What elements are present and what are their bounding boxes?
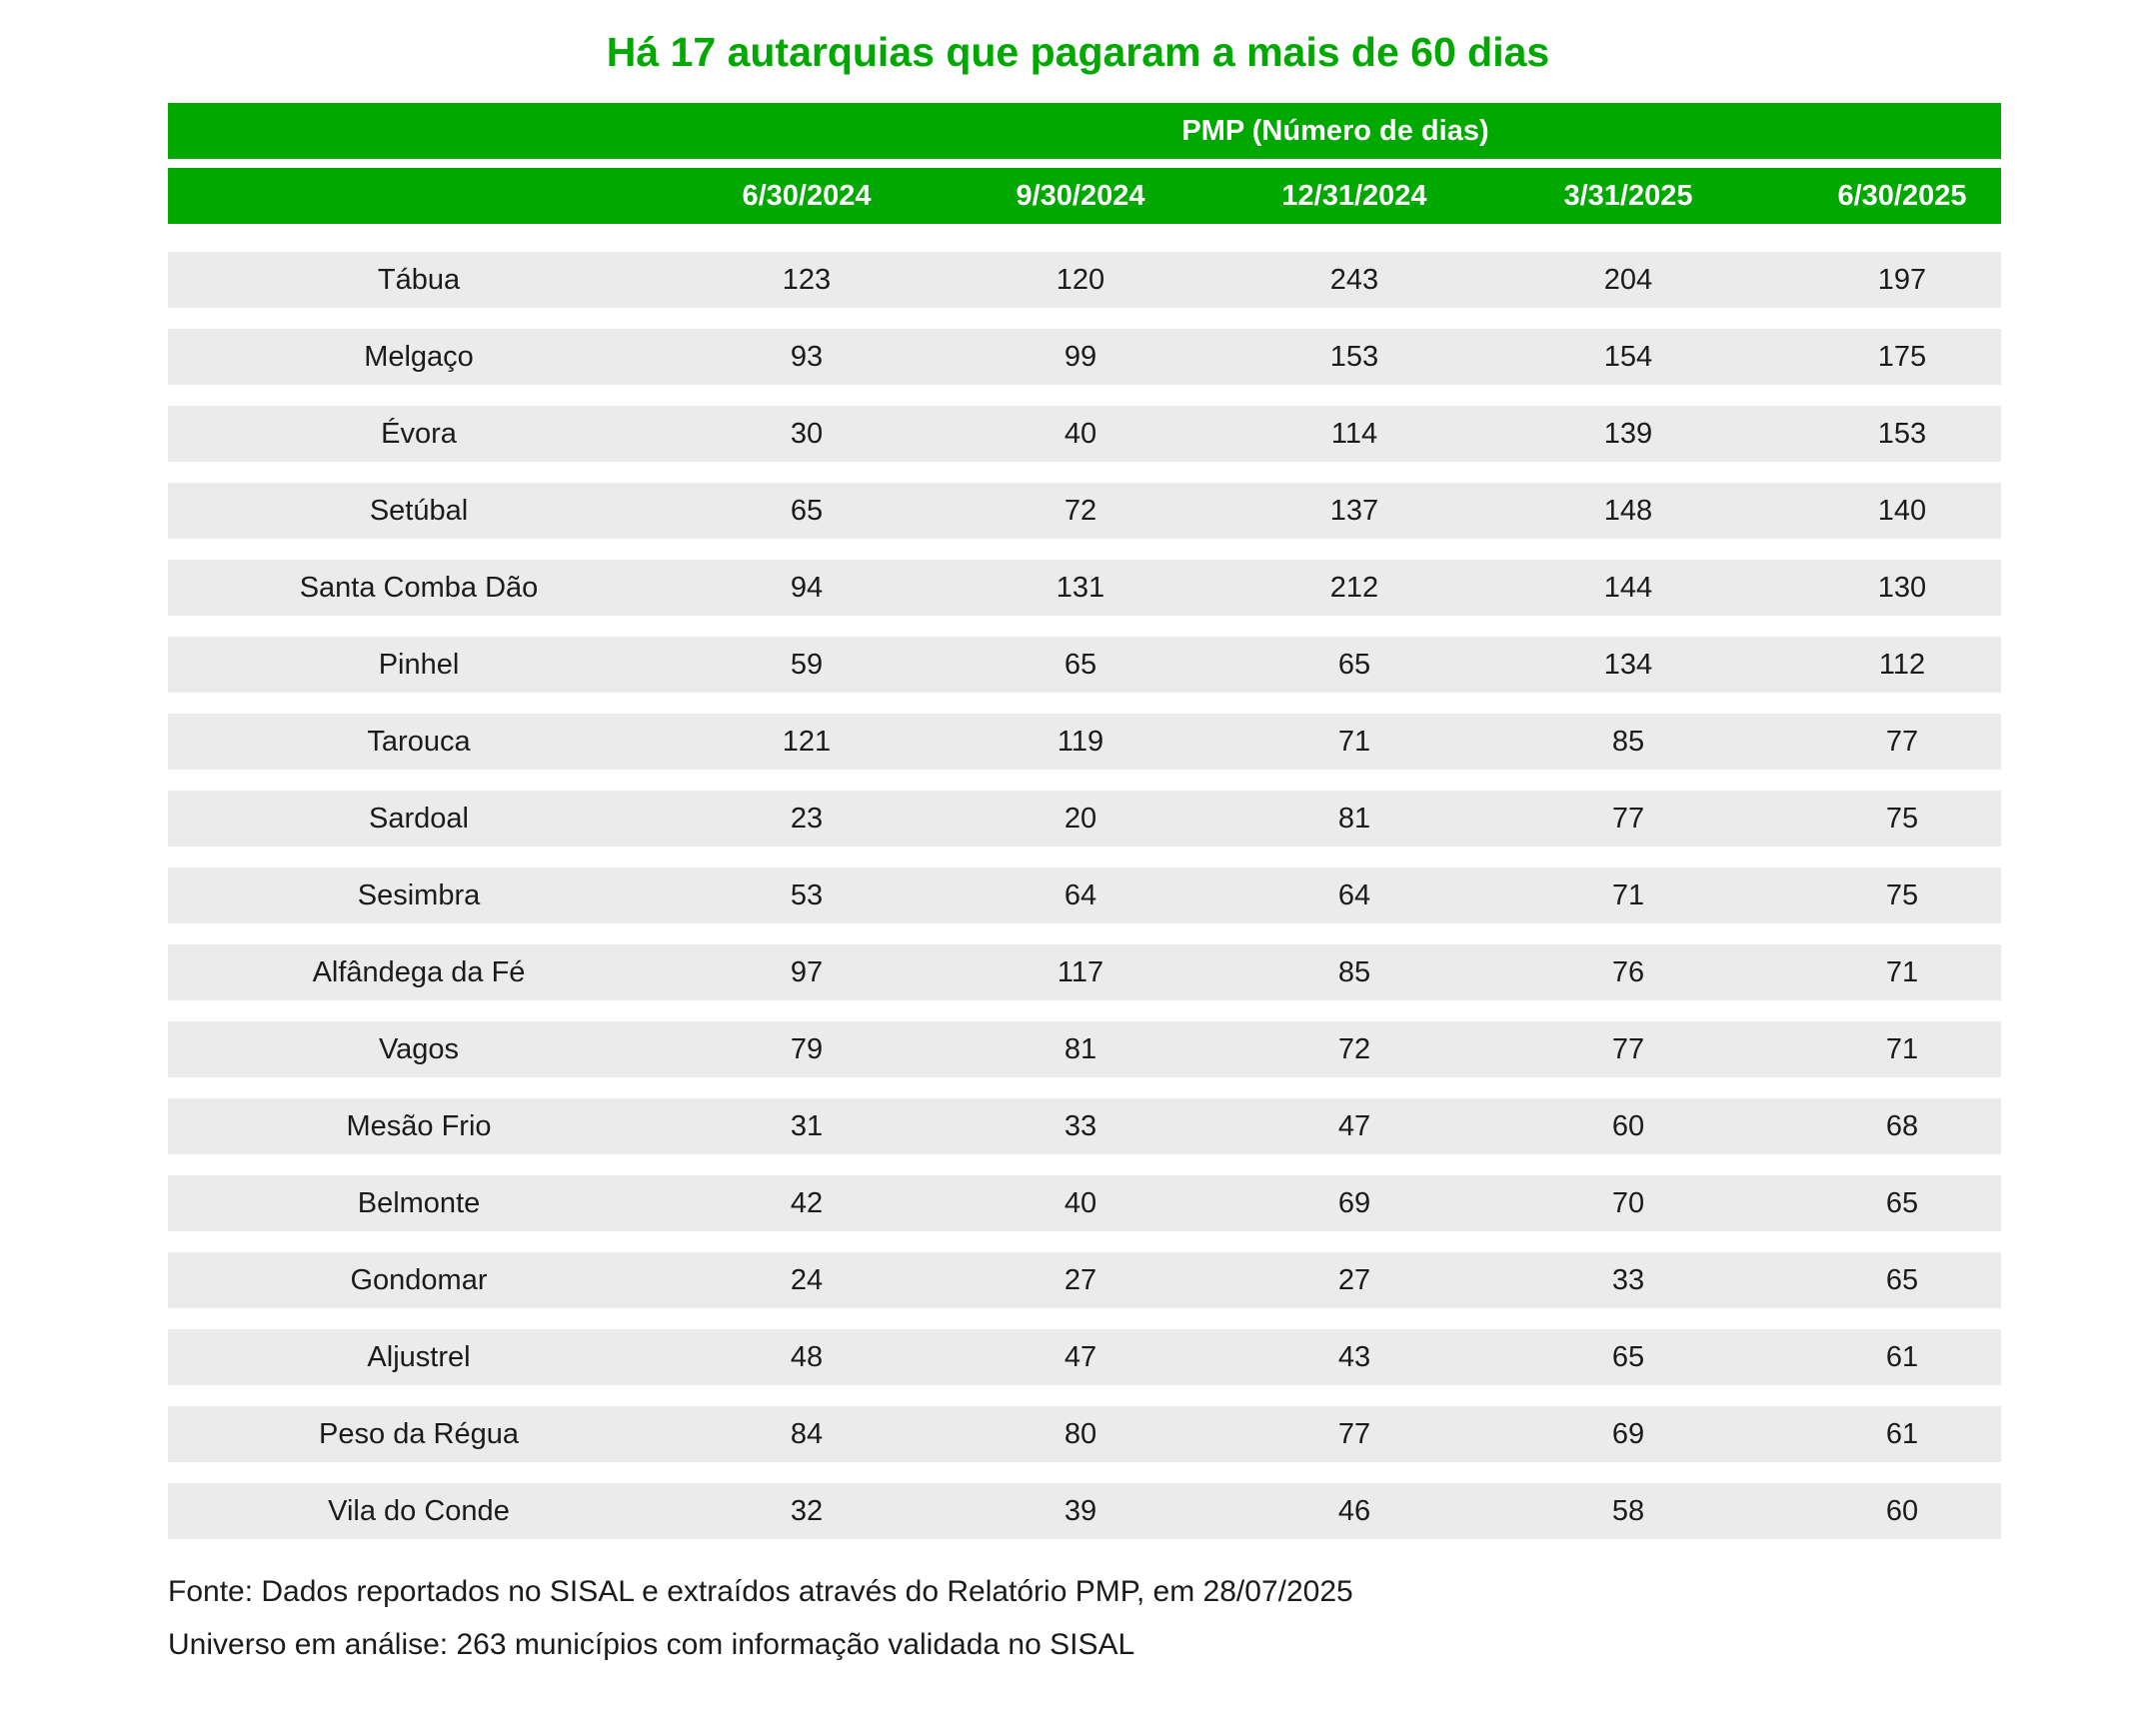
pmp-infographic [0, 30, 2156, 1663]
value-cell: 144 [1603, 571, 1653, 604]
municipality-name: Melgaço [364, 340, 474, 373]
value-cell: 32 [790, 1494, 824, 1527]
value-cell: 79 [790, 1032, 824, 1065]
value-cell: 61 [1885, 1417, 1919, 1450]
value-cell: 42 [790, 1186, 824, 1219]
column-header: 6/30/2024 [742, 179, 872, 212]
value-cell: 175 [1877, 340, 1927, 373]
value-cell: 120 [1056, 263, 1105, 296]
value-cell: 65 [1064, 648, 1097, 681]
column-header: 3/31/2025 [1563, 179, 1693, 212]
value-cell: 97 [790, 955, 824, 988]
value-cell: 40 [1064, 417, 1097, 450]
value-cell: 59 [790, 648, 824, 681]
table-row [168, 1021, 2001, 1077]
table-row [168, 406, 2001, 462]
municipality-name: Sesimbra [357, 878, 481, 911]
value-cell: 30 [790, 417, 824, 450]
table-row [168, 791, 2001, 847]
table-row [168, 1175, 2001, 1231]
value-cell: 117 [1057, 955, 1104, 988]
value-cell: 23 [790, 802, 824, 835]
value-cell: 84 [790, 1417, 824, 1450]
value-cell: 212 [1329, 571, 1379, 604]
value-cell: 64 [1337, 878, 1371, 911]
value-cell: 46 [1337, 1494, 1371, 1527]
value-cell: 60 [1885, 1494, 1919, 1527]
value-cell: 81 [1064, 1032, 1097, 1065]
municipality-name: Peso da Régua [319, 1417, 519, 1450]
value-cell: 39 [1064, 1494, 1097, 1527]
value-cell: 65 [1885, 1186, 1919, 1219]
table-row [168, 329, 2001, 385]
value-cell: 114 [1330, 417, 1378, 450]
municipality-name: Vila do Conde [328, 1494, 510, 1527]
chart-title: Há 17 autarquias que pagaram a mais de 60 dias [606, 29, 1550, 75]
column-header: 6/30/2025 [1837, 179, 1967, 212]
value-cell: 27 [1064, 1263, 1097, 1296]
value-cell: 72 [1064, 494, 1097, 527]
value-cell: 61 [1885, 1340, 1919, 1373]
table-row [168, 637, 2001, 693]
value-cell: 20 [1064, 802, 1097, 835]
table-row [168, 714, 2001, 770]
universe-note: Universo em análise: 263 municípios com informação validada no SISAL [168, 1628, 1135, 1661]
municipality-name: Alfândega da Fé [312, 955, 526, 988]
value-cell: 140 [1877, 494, 1927, 527]
table-row [168, 1406, 2001, 1462]
value-cell: 47 [1064, 1340, 1097, 1373]
value-cell: 64 [1064, 878, 1097, 911]
value-cell: 75 [1885, 802, 1919, 835]
value-cell: 131 [1056, 571, 1105, 604]
pmp-table [168, 103, 2001, 1539]
table-row [168, 944, 2001, 1000]
value-cell: 40 [1064, 1186, 1097, 1219]
value-cell: 99 [1064, 340, 1097, 373]
table-row [168, 1252, 2001, 1308]
value-cell: 204 [1603, 263, 1653, 296]
value-cell: 123 [782, 263, 832, 296]
value-cell: 77 [1885, 725, 1919, 758]
value-cell: 75 [1885, 878, 1919, 911]
value-cell: 112 [1878, 648, 1926, 681]
value-cell: 33 [1064, 1109, 1097, 1142]
table-body [168, 252, 2001, 1539]
table-row [168, 560, 2001, 616]
table-row [168, 252, 2001, 308]
municipality-name: Sardoal [369, 802, 469, 835]
table-row [168, 1329, 2001, 1385]
value-cell: 65 [790, 494, 824, 527]
value-cell: 65 [1885, 1263, 1919, 1296]
value-cell: 71 [1885, 955, 1919, 988]
value-cell: 48 [790, 1340, 824, 1373]
municipality-name: Pinhel [378, 648, 460, 681]
value-cell: 71 [1611, 878, 1645, 911]
value-cell: 65 [1611, 1340, 1645, 1373]
value-cell: 153 [1877, 417, 1927, 450]
value-cell: 137 [1329, 494, 1379, 527]
value-cell: 76 [1611, 955, 1645, 988]
municipality-name: Mesão Frio [346, 1109, 492, 1142]
value-cell: 69 [1337, 1186, 1371, 1219]
value-cell: 70 [1611, 1186, 1645, 1219]
value-cell: 197 [1877, 263, 1927, 296]
value-cell: 33 [1611, 1263, 1645, 1296]
municipality-name: Belmonte [357, 1186, 481, 1219]
value-cell: 139 [1603, 417, 1653, 450]
municipality-name: Tábua [377, 263, 461, 296]
source-note: Fonte: Dados reportados no SISAL e extraídos através do Relatório PMP, em 28/07/2025 [168, 1575, 1353, 1608]
value-cell: 60 [1611, 1109, 1645, 1142]
value-cell: 24 [790, 1263, 824, 1296]
column-header: 9/30/2024 [1016, 179, 1145, 212]
value-cell: 65 [1337, 648, 1371, 681]
value-cell: 148 [1603, 494, 1653, 527]
table-column-header-row [168, 168, 2001, 224]
municipality-name: Santa Comba Dão [299, 571, 539, 604]
municipality-name: Évora [381, 417, 457, 450]
value-cell: 80 [1064, 1417, 1097, 1450]
value-cell: 27 [1337, 1263, 1371, 1296]
value-cell: 47 [1337, 1109, 1371, 1142]
value-cell: 85 [1611, 725, 1645, 758]
value-cell: 154 [1603, 340, 1653, 373]
municipality-name: Tarouca [367, 725, 471, 758]
value-cell: 81 [1337, 802, 1371, 835]
value-cell: 77 [1337, 1417, 1371, 1450]
value-cell: 58 [1611, 1494, 1645, 1527]
municipality-name: Setúbal [369, 494, 469, 527]
value-cell: 121 [782, 725, 832, 758]
table-row [168, 483, 2001, 539]
column-header: 12/31/2024 [1281, 179, 1427, 212]
value-cell: 93 [790, 340, 824, 373]
value-cell: 119 [1057, 725, 1104, 758]
value-cell: 68 [1885, 1109, 1919, 1142]
value-cell: 77 [1611, 802, 1645, 835]
value-cell: 243 [1329, 263, 1379, 296]
group-header-label: PMP (Número de dias) [1181, 114, 1489, 147]
table-group-header-row [168, 103, 2001, 159]
value-cell: 71 [1337, 725, 1371, 758]
municipality-name: Aljustrel [367, 1340, 471, 1373]
value-cell: 85 [1337, 955, 1371, 988]
table-row [168, 1483, 2001, 1539]
value-cell: 130 [1877, 571, 1927, 604]
value-cell: 153 [1329, 340, 1379, 373]
table-row [168, 867, 2001, 923]
value-cell: 94 [790, 571, 824, 604]
municipality-name: Gondomar [350, 1263, 488, 1296]
value-cell: 69 [1611, 1417, 1645, 1450]
value-cell: 77 [1611, 1032, 1645, 1065]
value-cell: 72 [1337, 1032, 1371, 1065]
value-cell: 43 [1337, 1340, 1371, 1373]
municipality-name: Vagos [378, 1032, 460, 1065]
value-cell: 71 [1885, 1032, 1919, 1065]
value-cell: 53 [790, 878, 824, 911]
table-row [168, 1098, 2001, 1154]
value-cell: 31 [790, 1109, 824, 1142]
value-cell: 134 [1603, 648, 1653, 681]
